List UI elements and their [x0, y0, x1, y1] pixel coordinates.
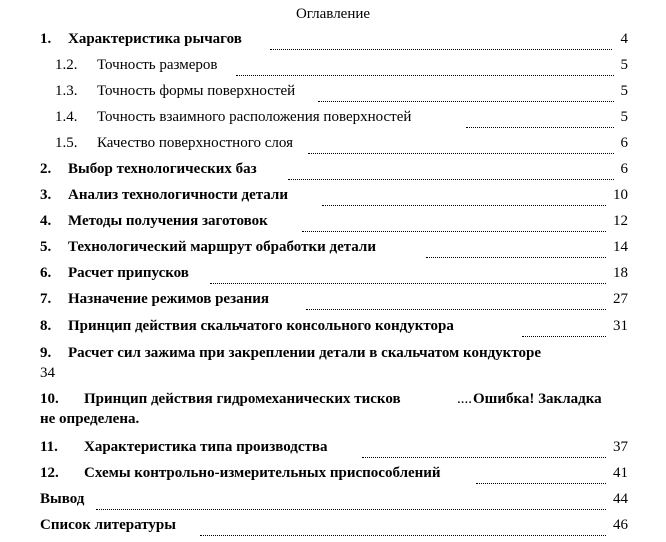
toc-entry[interactable] — [0, 57, 666, 77]
bookmark-error-text: не определена. — [40, 411, 140, 427]
toc-entry-page: 4 — [620, 31, 628, 47]
toc-leader — [522, 318, 606, 337]
toc-entry[interactable] — [0, 83, 666, 103]
toc-entry[interactable] — [0, 187, 666, 207]
toc-entry-label: Вывод — [40, 491, 85, 507]
toc-entry-label: Характеристика типа производства — [84, 439, 328, 455]
toc-entry-page: 41 — [613, 465, 628, 481]
toc-leader — [200, 517, 606, 536]
toc-entry-number: 12. — [40, 465, 59, 481]
toc-entry-number: 1.5. — [55, 135, 78, 151]
toc-entry[interactable] — [0, 109, 666, 129]
toc-entry[interactable] — [0, 291, 666, 311]
toc-entry[interactable] — [0, 517, 666, 537]
toc-entry-label: Методы получения заготовок — [68, 213, 268, 229]
toc-entry-number: 9. — [40, 345, 52, 361]
toc-entry-number: 2. — [40, 161, 52, 177]
toc-entry-label: Анализ технологичности детали — [68, 187, 288, 203]
toc-entry-label: Точность взаимного расположения поверхностей — [97, 109, 412, 125]
toc-entry[interactable] — [0, 265, 666, 285]
toc-entry-page: 5 — [620, 57, 628, 73]
toc-leader — [270, 31, 612, 50]
toc-leader — [302, 213, 606, 232]
toc-leader — [308, 135, 614, 154]
toc-entry-number: 1.4. — [55, 109, 78, 125]
toc-entry-page: 34 — [40, 365, 55, 381]
toc-entry-number: 8. — [40, 318, 52, 334]
toc-leader — [322, 187, 606, 206]
toc-entry-page: 12 — [613, 213, 628, 229]
toc-entry-label: Принцип действия гидромеханических тисков — [84, 391, 401, 407]
toc-title: Оглавление — [295, 6, 371, 22]
toc-entry[interactable] — [0, 318, 666, 338]
toc-entry-number: 1.3. — [55, 83, 78, 99]
toc-entry-label: Качество поверхностного слоя — [97, 135, 293, 151]
toc-entry-page: 10 — [613, 187, 628, 203]
toc-entry[interactable] — [0, 239, 666, 259]
toc-entry-label: Схемы контрольно-измерительных приспособлений — [84, 465, 441, 481]
toc-leader: .... — [457, 391, 472, 407]
toc-entry-page: 44 — [613, 491, 628, 507]
toc-entry-number: 4. — [40, 213, 52, 229]
toc-entry[interactable] — [0, 439, 666, 459]
toc-entry-number: 5. — [40, 239, 52, 255]
toc-entry-page: 5 — [620, 83, 628, 99]
toc-entry-label: Характеристика рычагов — [68, 31, 242, 47]
toc-entry-number: 11. — [40, 439, 58, 455]
bookmark-error-text: Ошибка! Закладка — [473, 391, 602, 407]
toc-entry-label: Принцип действия скальчатого консольного кондуктора — [68, 318, 454, 334]
toc-entry[interactable] — [0, 161, 666, 181]
toc-entry-page: 31 — [613, 318, 628, 334]
toc-entry-label: Расчет сил зажима при закреплении детали в скальчатом кондукторе — [68, 345, 541, 361]
toc-entry-page: 18 — [613, 265, 628, 281]
toc-entry-number: 3. — [40, 187, 52, 203]
toc-entry-label: Точность размеров — [97, 57, 218, 73]
toc-entry-page: 37 — [613, 439, 628, 455]
toc-entry-error[interactable] — [0, 391, 666, 433]
toc-entry-number: 1.2. — [55, 57, 78, 73]
toc-entry[interactable] — [0, 213, 666, 233]
toc-entry-page: 14 — [613, 239, 628, 255]
toc-entry-page: 46 — [613, 517, 628, 533]
toc-entry-label: Расчет припусков — [68, 265, 189, 281]
toc-entry-number: 6. — [40, 265, 52, 281]
toc-leader — [96, 491, 606, 510]
toc-entry-label: Назначение режимов резания — [68, 291, 269, 307]
toc-entry-label: Выбор технологических баз — [68, 161, 257, 177]
toc-entry-number: 10. — [40, 391, 59, 407]
toc-entry-label: Технологический маршрут обработки детали — [68, 239, 376, 255]
toc-leader — [236, 57, 614, 76]
toc-entry-number: 1. — [40, 31, 52, 47]
toc-entry-label: Точность формы поверхностей — [97, 83, 296, 99]
toc-entry[interactable] — [0, 31, 666, 51]
toc-leader — [210, 265, 606, 284]
toc-entry[interactable] — [0, 465, 666, 485]
toc-entry-page: 5 — [620, 109, 628, 125]
toc-entry-label: Список литературы — [40, 517, 176, 533]
toc-entry-page: 6 — [620, 135, 628, 151]
toc-leader — [306, 291, 606, 310]
toc-leader — [426, 239, 606, 258]
toc-entry[interactable] — [0, 491, 666, 511]
toc-leader — [288, 161, 614, 180]
toc-entry[interactable] — [0, 345, 666, 385]
toc-entry-page: 27 — [613, 291, 628, 307]
toc-leader — [362, 439, 606, 458]
toc-leader — [318, 83, 614, 102]
toc-leader — [466, 109, 614, 128]
toc-entry[interactable] — [0, 135, 666, 155]
toc-entry-number: 7. — [40, 291, 52, 307]
toc-entry-page: 6 — [620, 161, 628, 177]
toc-leader — [476, 465, 606, 484]
